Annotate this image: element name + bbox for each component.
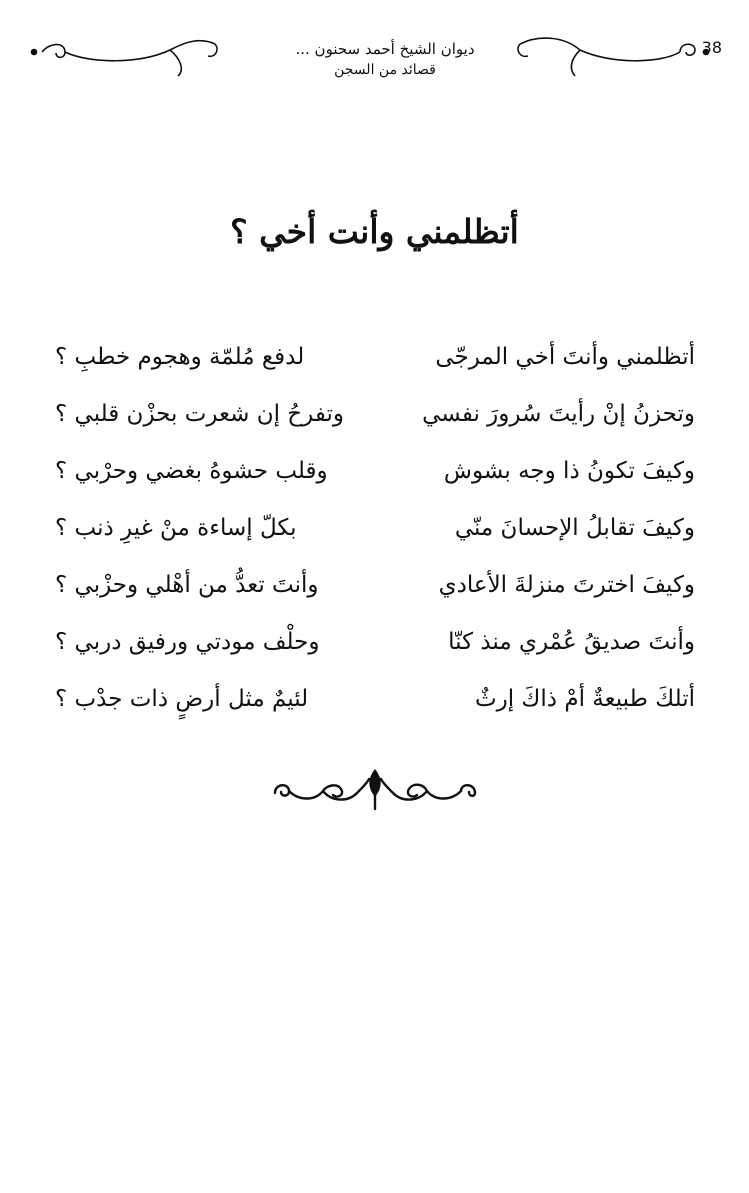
verse-second-hemistich: وحلْف مودتي ورفيق دربي ؟	[55, 628, 320, 655]
page-number: 38	[701, 38, 722, 57]
verse-first-hemistich: وكيفَ اخترتَ منزلةَ الأعادي	[438, 571, 695, 598]
verse	[55, 442, 695, 499]
verse	[55, 670, 695, 727]
book-title: ديوان الشيخ أحمد سحنون ...	[295, 40, 475, 58]
verse-second-hemistich: لدفع مُلمّة وهجوم خطبِ ؟	[55, 343, 305, 370]
page-header	[20, 22, 730, 82]
verse-first-hemistich: وكيفَ تكونُ ذا وجه بشوش	[443, 457, 695, 484]
verse-second-hemistich: بكلّ إساءة منْ غيرِ ذنب ؟	[55, 514, 297, 541]
verse	[55, 613, 695, 670]
verse-second-hemistich: وأنتَ تعدُّ من أهْلي وحزْبي ؟	[55, 571, 319, 598]
poem-title: أتظلمني وأنت أخي ؟	[230, 212, 519, 251]
poem-body	[55, 328, 695, 727]
verse-second-hemistich: لئيمٌ مثل أرضٍ ذات جدْب ؟	[55, 685, 309, 712]
verse-first-hemistich: وتحزنُ إنْ رأيتَ سُرورَ نفسي	[422, 400, 695, 427]
verse-first-hemistich: أتظلمني وأنتَ أخي المرجّى	[435, 343, 695, 370]
verse-second-hemistich: وتفرحُ إن شعرت بحزْن قلبي ؟	[55, 400, 344, 427]
verse	[55, 328, 695, 385]
verse-second-hemistich: وقلب حشوهُ بغضي وحرْبي ؟	[55, 457, 328, 484]
verse	[55, 385, 695, 442]
verse	[55, 499, 695, 556]
verse-first-hemistich: أتلكَ طبيعةٌ أمْ ذاكَ إرثٌ	[474, 685, 695, 712]
section-title: قصائد من السجن	[334, 62, 436, 78]
verse-first-hemistich: وكيفَ تقابلُ الإحسانَ منّي	[454, 514, 695, 541]
verse	[55, 556, 695, 613]
verse-first-hemistich: وأنتَ صديقُ عُمْري منذ كنّا	[448, 628, 695, 655]
end-ornament	[265, 765, 485, 815]
